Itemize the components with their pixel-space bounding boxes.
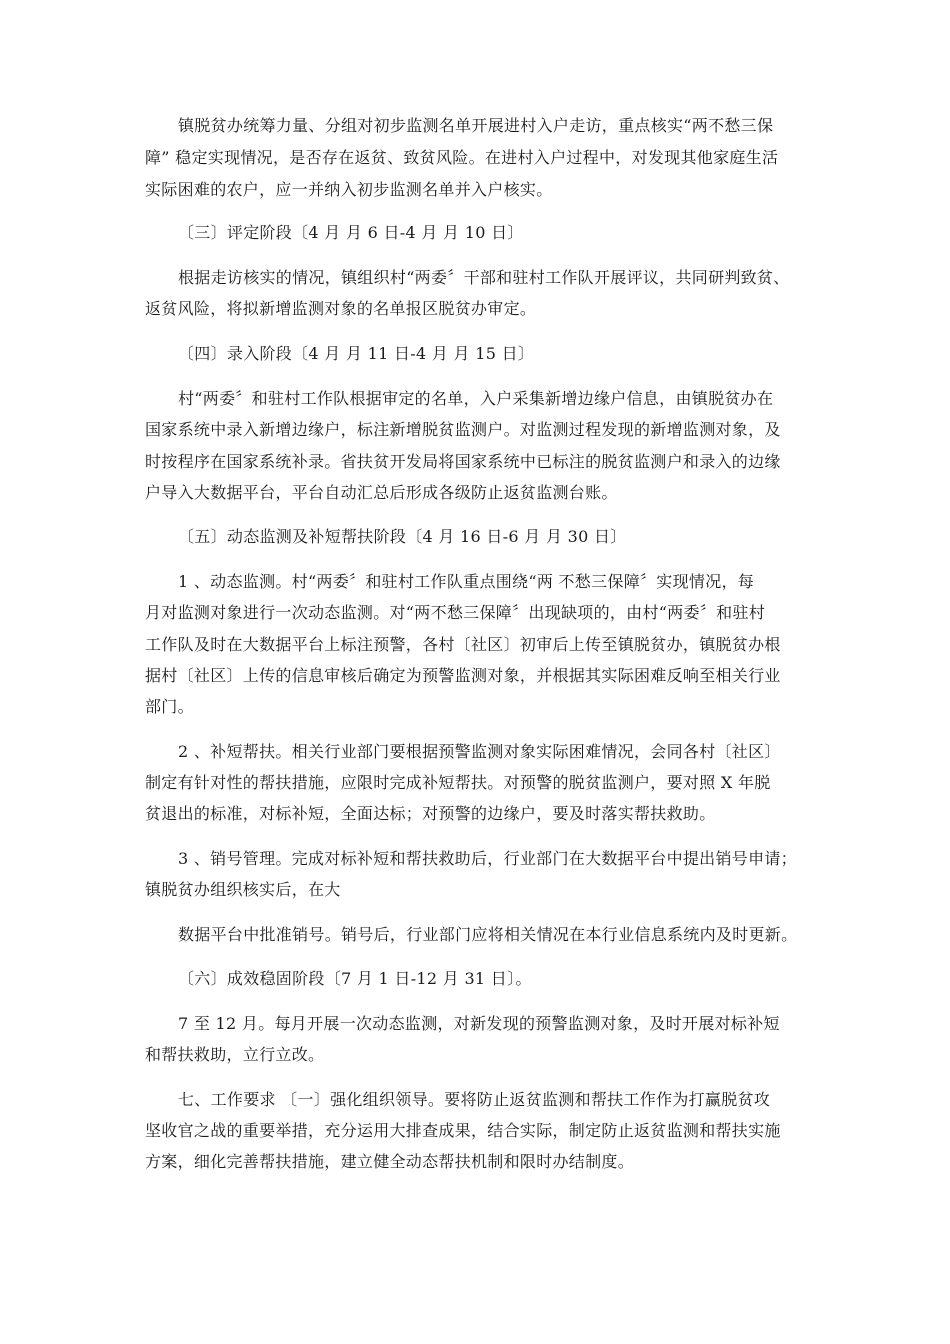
- text-line: 障” 稳定实现情况，是否存在返贫、致贫风险。在进村入户过程中，对发现其他家庭生活: [145, 148, 779, 167]
- text-line: 镇脱贫办组织核实后，在大: [145, 880, 341, 899]
- text-line: 工作队及时在大数据平台上标注预警，各村〔社区〕初审后上传至镇脱贫办，镇脱贫办根: [145, 635, 781, 654]
- text-line: 数据平台中批准销号。销号后，行业部门应将相关情况在本行业信息系统内及时更新。: [178, 925, 798, 944]
- text-line: 实际困难的农户，应一并纳入初步监测名单并入户核实。: [145, 180, 553, 199]
- text-line: 方案，细化完善帮扶措施，建立健全动态帮扶机制和限时办结制度。: [145, 1152, 635, 1171]
- text-line: 户导入大数据平台，平台自动汇总后形成各级防止返贫监测台账。: [145, 483, 618, 502]
- text-line: 据村〔社区〕上传的信息审核后确定为预警监测对象，并根据其实际困难反响至相关行业: [145, 666, 781, 685]
- text-line: 返贫风险，将拟新增监测对象的名单报区脱贫办审定。: [145, 299, 537, 318]
- text-line: 2 、补短帮扶。相关行业部门要根据预警监测对象实际困难情况，会同各村〔社区〕: [178, 742, 781, 761]
- text-line: 月对监测对象进行一次动态监测。对“两不愁三保障〞出现缺项的，由村“两委〞和驻村: [145, 603, 766, 622]
- text-line: 坚收官之战的重要举措，充分运用大排查成果，结合实际，制定防止返贫监测和帮扶实施: [145, 1121, 781, 1140]
- text-line: 村“两委〞和驻村工作队根据审定的名单，入户采集新增边缘户信息，由镇脱贫办在: [178, 389, 774, 408]
- text-line: 七、工作要求 〔一〕强化组织领导。要将防止返贫监测和帮扶工作作为打赢脱贫攻: [178, 1090, 771, 1109]
- text-line: 7 至 12 月。每月开展一次动态监测，对新发现的预警监测对象，及时开展对标补短: [178, 1014, 780, 1033]
- text-line: 1 、动态监测。村“两委〞和驻村工作队重点围绕“两 不愁三保障〞实现情况，每: [178, 572, 755, 591]
- text-line: 和帮扶救助，立行立改。: [145, 1045, 325, 1064]
- section-heading: 〔六〕成效稳固阶段〔7 月 1 日-12 月 31 日〕。: [178, 969, 532, 988]
- text-line: 国家系统中录入新增边缘户，标注新增脱贫监测户。对监测过程发现的新增监测对象，及: [145, 420, 781, 439]
- text-line: 3 、销号管理。完成对标补短和帮扶救助后，行业部门在大数据平台中提出销号申请；: [178, 849, 797, 868]
- text-line: 部门。: [145, 697, 194, 716]
- text-line: 制定有针对性的帮扶措施，应限时完成补短帮扶。对预警的脱贫监测户，要对照 X 年脱: [145, 773, 771, 792]
- text-line: 时按程序在国家系统补录。省扶贫开发局将国家系统中已标注的脱贫监测户和录入的边缘: [145, 452, 781, 471]
- text-line: 贫退出的标准，对标补短，全面达标；对预警的边缘户，要及时落实帮扶救助。: [145, 804, 716, 823]
- text-line: 根据走访核实的情况，镇组织村“两委〞干部和驻村工作队开展评议，共同研判致贫、: [178, 268, 790, 287]
- section-heading: 〔三〕评定阶段〔4 月 月 6 日-4 月 月 10 日〕: [178, 223, 524, 242]
- text-line: 镇脱贫办统筹力量、分组对初步监测名单开展进村入户走访，重点核实“两不愁三保: [178, 116, 774, 135]
- section-heading: 〔四〕录入阶段〔4 月 月 11 日-4 月 月 15 日〕: [178, 344, 535, 363]
- section-heading: 〔五〕动态监测及补短帮扶阶段〔4 月 16 日-6 月 月 30 日〕: [178, 527, 627, 546]
